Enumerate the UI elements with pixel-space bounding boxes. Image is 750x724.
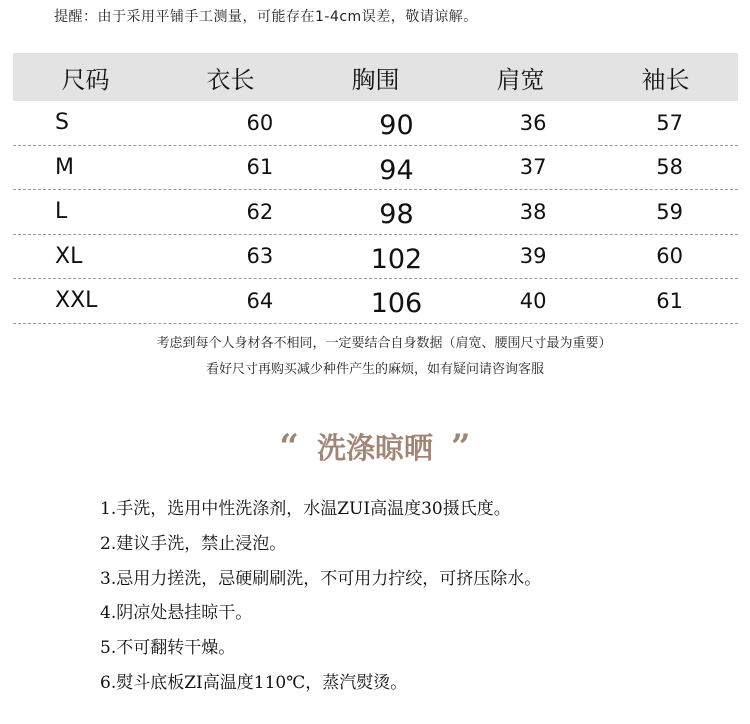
chest-cell: 90	[379, 110, 414, 142]
length-cell: 63	[246, 244, 274, 269]
sleeve-cell: 60	[656, 244, 684, 269]
header-length: 衣长	[206, 65, 255, 94]
length-cell: 62	[246, 199, 274, 224]
table-header-row	[13, 53, 738, 101]
shoulder-cell: 38	[519, 199, 547, 224]
sleeve-cell: 57	[656, 110, 684, 135]
length-cell: 61	[246, 155, 274, 180]
table-row	[13, 190, 738, 235]
customer-service-note: 看好尺寸再购买减少种件产生的麻烦，如有疑问请咨询客服	[205, 362, 544, 377]
measurement-notice: 提醒：由于采用平铺手工测量，可能存在1-4cm误差，敬请谅解。	[54, 9, 478, 25]
wash-care-title: 洗涤晾晒	[316, 431, 433, 465]
size-cell: S	[55, 110, 69, 136]
care-instructions-list	[100, 494, 541, 703]
list-item: 6.熨斗底板ZI高温度110℃，蒸汽熨烫。	[100, 672, 408, 693]
chest-cell: 102	[370, 243, 423, 275]
header-size: 尺码	[61, 65, 110, 94]
close-quote: ”	[451, 427, 471, 467]
shoulder-cell: 36	[519, 110, 547, 135]
list-item: 3.忌用力搓洗，忌硬刷刷洗，不可用力拧绞，可挤压除水。	[100, 568, 542, 589]
sleeve-cell: 61	[656, 288, 684, 313]
fit-advice-note: 考虑到每个人身材各不相同，一定要结合自身数据（肩宽、腰围尺寸最为重要）	[156, 336, 612, 351]
shoulder-cell: 39	[519, 244, 547, 269]
sleeve-cell: 59	[656, 199, 684, 224]
size-cell: M	[55, 154, 74, 180]
chest-cell: 106	[370, 288, 423, 320]
list-item: 4.阴凉处悬挂晾干。	[100, 603, 253, 624]
list-item: 2.建议手洗，禁止浸泡。	[100, 533, 287, 554]
length-cell: 60	[246, 110, 274, 135]
shoulder-cell: 40	[519, 288, 547, 313]
wash-care-heading	[0, 426, 750, 467]
header-sleeve: 袖长	[641, 65, 690, 94]
table-row	[13, 101, 738, 146]
size-cell: XXL	[55, 288, 98, 314]
table-row	[13, 146, 738, 191]
size-table	[13, 53, 738, 324]
list-item: 5.不可翻转干燥。	[100, 638, 236, 659]
table-row	[13, 279, 738, 324]
sleeve-cell: 58	[656, 155, 684, 180]
chest-cell: 98	[379, 199, 414, 231]
size-cell: XL	[55, 243, 83, 269]
table-row	[13, 235, 738, 280]
shoulder-cell: 37	[519, 155, 547, 180]
open-quote: “	[279, 427, 299, 467]
header-shoulder: 肩宽	[496, 65, 545, 94]
chest-cell: 94	[379, 154, 414, 186]
length-cell: 64	[246, 288, 274, 313]
header-chest: 胸围	[351, 65, 400, 94]
list-item: 1.手洗，选用中性洗涤剂，水温ZUI高温度30摄氏度。	[100, 499, 511, 519]
size-cell: L	[55, 199, 68, 225]
